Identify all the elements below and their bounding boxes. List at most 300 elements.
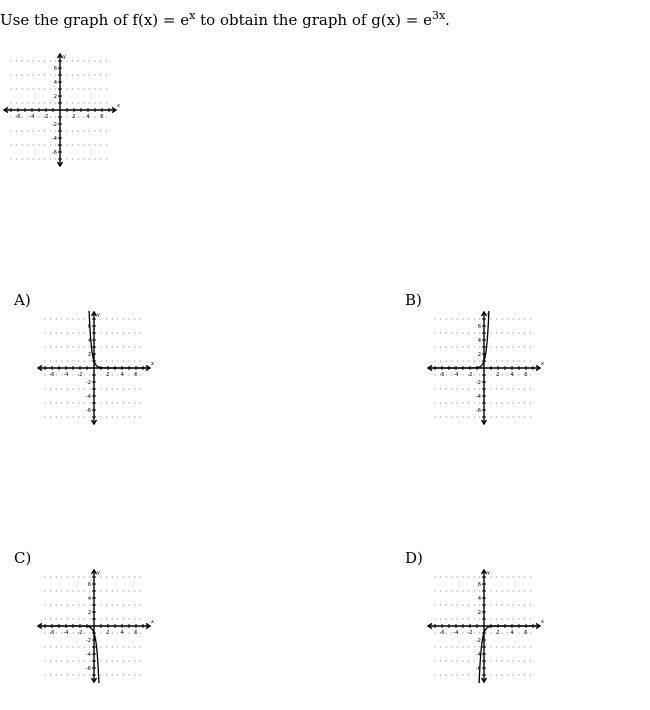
grid-dot xyxy=(491,675,492,676)
x-tick-label: -4 xyxy=(453,630,459,636)
grid-dot xyxy=(106,159,107,160)
grid-dot xyxy=(502,319,503,320)
x-tick-label: -4 xyxy=(29,114,35,120)
grid-dot xyxy=(78,389,79,390)
grid-dot xyxy=(89,605,90,606)
y-tick-label: -2 xyxy=(476,638,481,644)
grid-dot xyxy=(50,347,51,348)
grid-dot xyxy=(134,661,135,662)
grid-dot xyxy=(106,403,107,404)
grid-dot xyxy=(67,131,68,132)
x-tick-label: 4 xyxy=(120,372,124,378)
grid-dot xyxy=(61,577,62,578)
grid-dot xyxy=(513,577,514,578)
grid-dot xyxy=(446,647,447,648)
grid-dot xyxy=(67,661,68,662)
grid-dot xyxy=(22,89,23,90)
grid-dot xyxy=(519,647,520,648)
y-tick-label: 2 xyxy=(87,610,91,616)
grid-dot xyxy=(84,389,85,390)
grid-dot xyxy=(474,675,475,676)
grid-dot xyxy=(78,675,79,676)
grid-dot xyxy=(106,661,107,662)
grid-dot xyxy=(502,361,503,362)
grid-dot xyxy=(496,647,497,648)
grid-dot xyxy=(502,605,503,606)
grid-dot xyxy=(61,591,62,592)
grid-dot xyxy=(507,361,508,362)
grid-dot xyxy=(524,319,525,320)
grid-dot xyxy=(496,417,497,418)
grid-dot xyxy=(451,347,452,348)
grid-dot xyxy=(451,375,452,376)
grid-dot xyxy=(524,591,525,592)
grid-dot xyxy=(474,403,475,404)
grid-dot xyxy=(44,89,45,90)
grid-dot xyxy=(457,403,458,404)
grid-dot xyxy=(56,619,57,620)
grid-dot xyxy=(27,75,28,76)
x-axis-label: x xyxy=(541,361,544,367)
grid-dot xyxy=(16,89,17,90)
grid-dot xyxy=(129,619,130,620)
x-tick-label: 2 xyxy=(72,114,76,120)
grid-dot xyxy=(435,361,436,362)
grid-dot xyxy=(463,647,464,648)
grid-dot xyxy=(78,577,79,578)
grid-dot xyxy=(468,403,469,404)
question-suffix: . xyxy=(445,11,450,29)
grid-dot xyxy=(451,647,452,648)
grid-dot xyxy=(117,347,118,348)
grid-dot xyxy=(463,577,464,578)
grid-dot xyxy=(61,389,62,390)
grid-dot xyxy=(496,605,497,606)
choice-c-label[interactable]: C) xyxy=(14,549,32,567)
grid-dot xyxy=(112,675,113,676)
grid-dot xyxy=(123,319,124,320)
grid-dot xyxy=(446,605,447,606)
grid-dot xyxy=(73,361,74,362)
grid-dot xyxy=(106,347,107,348)
grid-dot xyxy=(502,389,503,390)
grid-dot xyxy=(45,375,46,376)
grid-dot xyxy=(89,417,90,418)
y-tick-label: 2 xyxy=(53,94,57,100)
x-tick-label: -4 xyxy=(63,630,69,636)
grid-dot xyxy=(463,389,464,390)
grid-dot xyxy=(101,403,102,404)
grid-dot xyxy=(89,675,90,676)
grid-dot xyxy=(491,661,492,662)
grid-dot xyxy=(56,647,57,648)
grid-dot xyxy=(129,675,130,676)
grid-dot xyxy=(84,403,85,404)
grid-dot xyxy=(519,403,520,404)
grid-dot xyxy=(134,403,135,404)
grid-dot xyxy=(11,159,12,160)
grid-dot xyxy=(519,375,520,376)
grid-dot xyxy=(507,633,508,634)
y-tick-label: -4 xyxy=(52,136,57,142)
x-tick-label: -6 xyxy=(15,114,21,120)
grid-dot xyxy=(55,117,56,118)
grid-dot xyxy=(84,417,85,418)
grid-dot xyxy=(440,319,441,320)
choice-a-graph[interactable] xyxy=(34,308,156,430)
grid-dot xyxy=(140,333,141,334)
grid-dot xyxy=(106,619,107,620)
grid-dot xyxy=(457,333,458,334)
x-axis-label: x xyxy=(151,619,154,625)
grid-dot xyxy=(22,75,23,76)
grid-dot xyxy=(435,647,436,648)
grid-dot xyxy=(89,661,90,662)
grid-dot xyxy=(56,361,57,362)
grid-dot xyxy=(50,417,51,418)
grid-dot xyxy=(106,417,107,418)
grid-dot xyxy=(72,159,73,160)
grid-dot xyxy=(61,375,62,376)
x-tick-label: -2 xyxy=(77,630,83,636)
grid-dot xyxy=(507,605,508,606)
grid-dot xyxy=(83,131,84,132)
grid-dot xyxy=(39,89,40,90)
grid-dot xyxy=(45,403,46,404)
grid-dot xyxy=(117,389,118,390)
grid-dot xyxy=(78,159,79,160)
grid-dot xyxy=(513,403,514,404)
grid-dot xyxy=(95,117,96,118)
grid-dot xyxy=(479,361,480,362)
grid-dot xyxy=(112,333,113,334)
grid-dot xyxy=(502,675,503,676)
grid-dot xyxy=(479,319,480,320)
grid-dot xyxy=(33,103,34,104)
x-tick-label: -6 xyxy=(439,630,445,636)
grid-dot xyxy=(67,605,68,606)
grid-dot xyxy=(513,647,514,648)
x-tick-label: -6 xyxy=(49,630,55,636)
grid-dot xyxy=(519,417,520,418)
grid-dot xyxy=(112,403,113,404)
grid-dot xyxy=(45,319,46,320)
grid-dot xyxy=(45,389,46,390)
grid-dot xyxy=(33,159,34,160)
grid-dot xyxy=(22,117,23,118)
grid-dot xyxy=(457,389,458,390)
grid-dot xyxy=(491,333,492,334)
grid-dot xyxy=(129,647,130,648)
grid-dot xyxy=(84,647,85,648)
x-tick-label: 4 xyxy=(86,114,90,120)
grid-dot xyxy=(78,131,79,132)
grid-dot xyxy=(56,633,57,634)
grid-dot xyxy=(61,675,62,676)
grid-dot xyxy=(457,605,458,606)
grid-dot xyxy=(61,347,62,348)
grid-dot xyxy=(123,591,124,592)
x-tick-label: 4 xyxy=(120,630,124,636)
grid-dot xyxy=(16,103,17,104)
grid-dot xyxy=(134,577,135,578)
grid-dot xyxy=(100,75,101,76)
grid-dot xyxy=(530,375,531,376)
grid-dot xyxy=(101,577,102,578)
grid-dot xyxy=(27,89,28,90)
grid-dot xyxy=(55,131,56,132)
grid-dot xyxy=(129,361,130,362)
grid-dot xyxy=(45,361,46,362)
grid-dot xyxy=(507,403,508,404)
grid-dot xyxy=(446,577,447,578)
grid-dot xyxy=(123,361,124,362)
grid-dot xyxy=(67,319,68,320)
grid-dot xyxy=(95,159,96,160)
grid-dot xyxy=(446,661,447,662)
grid-dot xyxy=(457,591,458,592)
grid-dot xyxy=(83,103,84,104)
grid-dot xyxy=(435,605,436,606)
grid-dot xyxy=(524,403,525,404)
grid-dot xyxy=(519,591,520,592)
grid-dot xyxy=(117,661,118,662)
grid-dot xyxy=(27,145,28,146)
grid-dot xyxy=(78,347,79,348)
grid-dot xyxy=(457,417,458,418)
grid-dot xyxy=(474,577,475,578)
choice-c-graph[interactable] xyxy=(34,566,156,688)
grid-dot xyxy=(16,145,17,146)
grid-dot xyxy=(446,347,447,348)
grid-dot xyxy=(513,417,514,418)
grid-dot xyxy=(11,103,12,104)
grid-dot xyxy=(106,61,107,62)
grid-dot xyxy=(513,389,514,390)
grid-dot xyxy=(50,605,51,606)
x-tick-label: 2 xyxy=(496,630,500,636)
grid-dot xyxy=(84,361,85,362)
grid-dot xyxy=(45,633,46,634)
grid-dot xyxy=(435,675,436,676)
grid-dot xyxy=(474,361,475,362)
grid-dot xyxy=(463,633,464,634)
grid-dot xyxy=(524,417,525,418)
y-tick-label: 2 xyxy=(87,352,91,358)
grid-dot xyxy=(496,319,497,320)
grid-dot xyxy=(61,319,62,320)
grid-dot xyxy=(468,361,469,362)
choice-d-graph[interactable] xyxy=(424,566,546,688)
y-tick-label: -2 xyxy=(86,638,91,644)
grid-dot xyxy=(101,633,102,634)
grid-dot xyxy=(513,591,514,592)
grid-dot xyxy=(440,389,441,390)
grid-dot xyxy=(435,333,436,334)
y-tick-label: 6 xyxy=(477,582,481,588)
grid-dot xyxy=(129,403,130,404)
grid-dot xyxy=(468,661,469,662)
grid-dot xyxy=(27,117,28,118)
grid-dot xyxy=(106,131,107,132)
grid-dot xyxy=(67,619,68,620)
grid-dot xyxy=(117,577,118,578)
grid-dot xyxy=(502,375,503,376)
grid-dot xyxy=(100,61,101,62)
grid-dot xyxy=(61,619,62,620)
grid-dot xyxy=(451,633,452,634)
grid-dot xyxy=(16,75,17,76)
choice-b-graph[interactable] xyxy=(424,308,546,430)
grid-dot xyxy=(463,375,464,376)
grid-dot xyxy=(519,619,520,620)
grid-dot xyxy=(45,347,46,348)
grid-dot xyxy=(491,619,492,620)
grid-dot xyxy=(112,389,113,390)
grid-dot xyxy=(45,605,46,606)
y-tick-label: -4 xyxy=(476,652,481,658)
grid-dot xyxy=(507,389,508,390)
x-axis-label: x xyxy=(151,361,154,367)
grid-dot xyxy=(45,661,46,662)
y-tick-label: -6 xyxy=(86,666,91,672)
grid-dot xyxy=(446,619,447,620)
grid-dot xyxy=(129,333,130,334)
choice-b-label[interactable]: B) xyxy=(405,291,422,309)
grid-dot xyxy=(435,375,436,376)
y-tick-label: 4 xyxy=(477,596,481,602)
grid-dot xyxy=(56,661,57,662)
grid-dot xyxy=(27,159,28,160)
grid-dot xyxy=(513,605,514,606)
grid-dot xyxy=(463,333,464,334)
grid-dot xyxy=(134,417,135,418)
grid-dot xyxy=(507,375,508,376)
grid-dot xyxy=(112,647,113,648)
grid-dot xyxy=(101,605,102,606)
grid-dot xyxy=(519,361,520,362)
grid-dot xyxy=(56,577,57,578)
grid-dot xyxy=(101,347,102,348)
grid-dot xyxy=(56,591,57,592)
x-tick-label: 6 xyxy=(134,630,138,636)
grid-dot xyxy=(83,117,84,118)
grid-dot xyxy=(67,145,68,146)
grid-dot xyxy=(67,61,68,62)
grid-dot xyxy=(50,89,51,90)
grid-dot xyxy=(474,417,475,418)
grid-dot xyxy=(491,319,492,320)
grid-dot xyxy=(474,347,475,348)
grid-dot xyxy=(33,131,34,132)
grid-dot xyxy=(106,389,107,390)
grid-dot xyxy=(123,389,124,390)
grid-dot xyxy=(112,591,113,592)
y-axis-label: y xyxy=(63,54,66,60)
grid-dot xyxy=(73,417,74,418)
grid-dot xyxy=(83,89,84,90)
grid-dot xyxy=(112,319,113,320)
grid-dot xyxy=(530,361,531,362)
grid-dot xyxy=(524,605,525,606)
y-tick-label: 4 xyxy=(87,596,91,602)
question-text xyxy=(0,10,450,30)
grid-dot xyxy=(507,661,508,662)
grid-dot xyxy=(61,417,62,418)
x-tick-label: -2 xyxy=(77,372,83,378)
grid-dot xyxy=(101,333,102,334)
grid-dot xyxy=(11,75,12,76)
grid-dot xyxy=(73,333,74,334)
question-prefix: Use the graph of f(x) = e xyxy=(0,11,190,29)
choice-a-label[interactable]: A) xyxy=(14,291,31,309)
x-tick-label: 4 xyxy=(510,630,514,636)
grid-dot xyxy=(530,333,531,334)
grid-dot xyxy=(56,333,57,334)
grid-dot xyxy=(73,591,74,592)
grid-dot xyxy=(513,361,514,362)
grid-dot xyxy=(101,591,102,592)
y-axis-label: y xyxy=(487,570,490,576)
grid-dot xyxy=(95,131,96,132)
grid-dot xyxy=(78,333,79,334)
grid-dot xyxy=(89,647,90,648)
grid-dot xyxy=(474,633,475,634)
grid-dot xyxy=(496,333,497,334)
grid-dot xyxy=(440,347,441,348)
grid-dot xyxy=(440,417,441,418)
grid-dot xyxy=(89,591,90,592)
grid-dot xyxy=(67,333,68,334)
grid-dot xyxy=(519,319,520,320)
grid-dot xyxy=(78,117,79,118)
grid-dot xyxy=(463,403,464,404)
grid-dot xyxy=(61,633,62,634)
grid-dot xyxy=(129,389,130,390)
grid-dot xyxy=(106,145,107,146)
grid-dot xyxy=(446,417,447,418)
grid-dot xyxy=(134,347,135,348)
grid-dot xyxy=(446,361,447,362)
grid-dot xyxy=(84,605,85,606)
g-exponent: 3x xyxy=(431,9,446,22)
grid-dot xyxy=(44,145,45,146)
grid-dot xyxy=(112,605,113,606)
grid-dot xyxy=(44,103,45,104)
grid-dot xyxy=(56,417,57,418)
x-tick-label: -6 xyxy=(49,372,55,378)
grid-dot xyxy=(468,389,469,390)
grid-dot xyxy=(440,605,441,606)
choice-d-label[interactable]: D) xyxy=(405,549,423,567)
grid-dot xyxy=(61,333,62,334)
grid-dot xyxy=(457,619,458,620)
grid-dot xyxy=(491,577,492,578)
x-tick-label: 6 xyxy=(134,372,138,378)
grid-dot xyxy=(140,577,141,578)
grid-dot xyxy=(451,675,452,676)
grid-dot xyxy=(140,661,141,662)
grid-dot xyxy=(67,117,68,118)
grid-dot xyxy=(446,375,447,376)
grid-dot xyxy=(84,347,85,348)
grid-dot xyxy=(67,103,68,104)
grid-dot xyxy=(530,675,531,676)
x-tick-label: 2 xyxy=(106,630,110,636)
grid-dot xyxy=(440,619,441,620)
grid-dot xyxy=(84,591,85,592)
grid-dot xyxy=(101,417,102,418)
